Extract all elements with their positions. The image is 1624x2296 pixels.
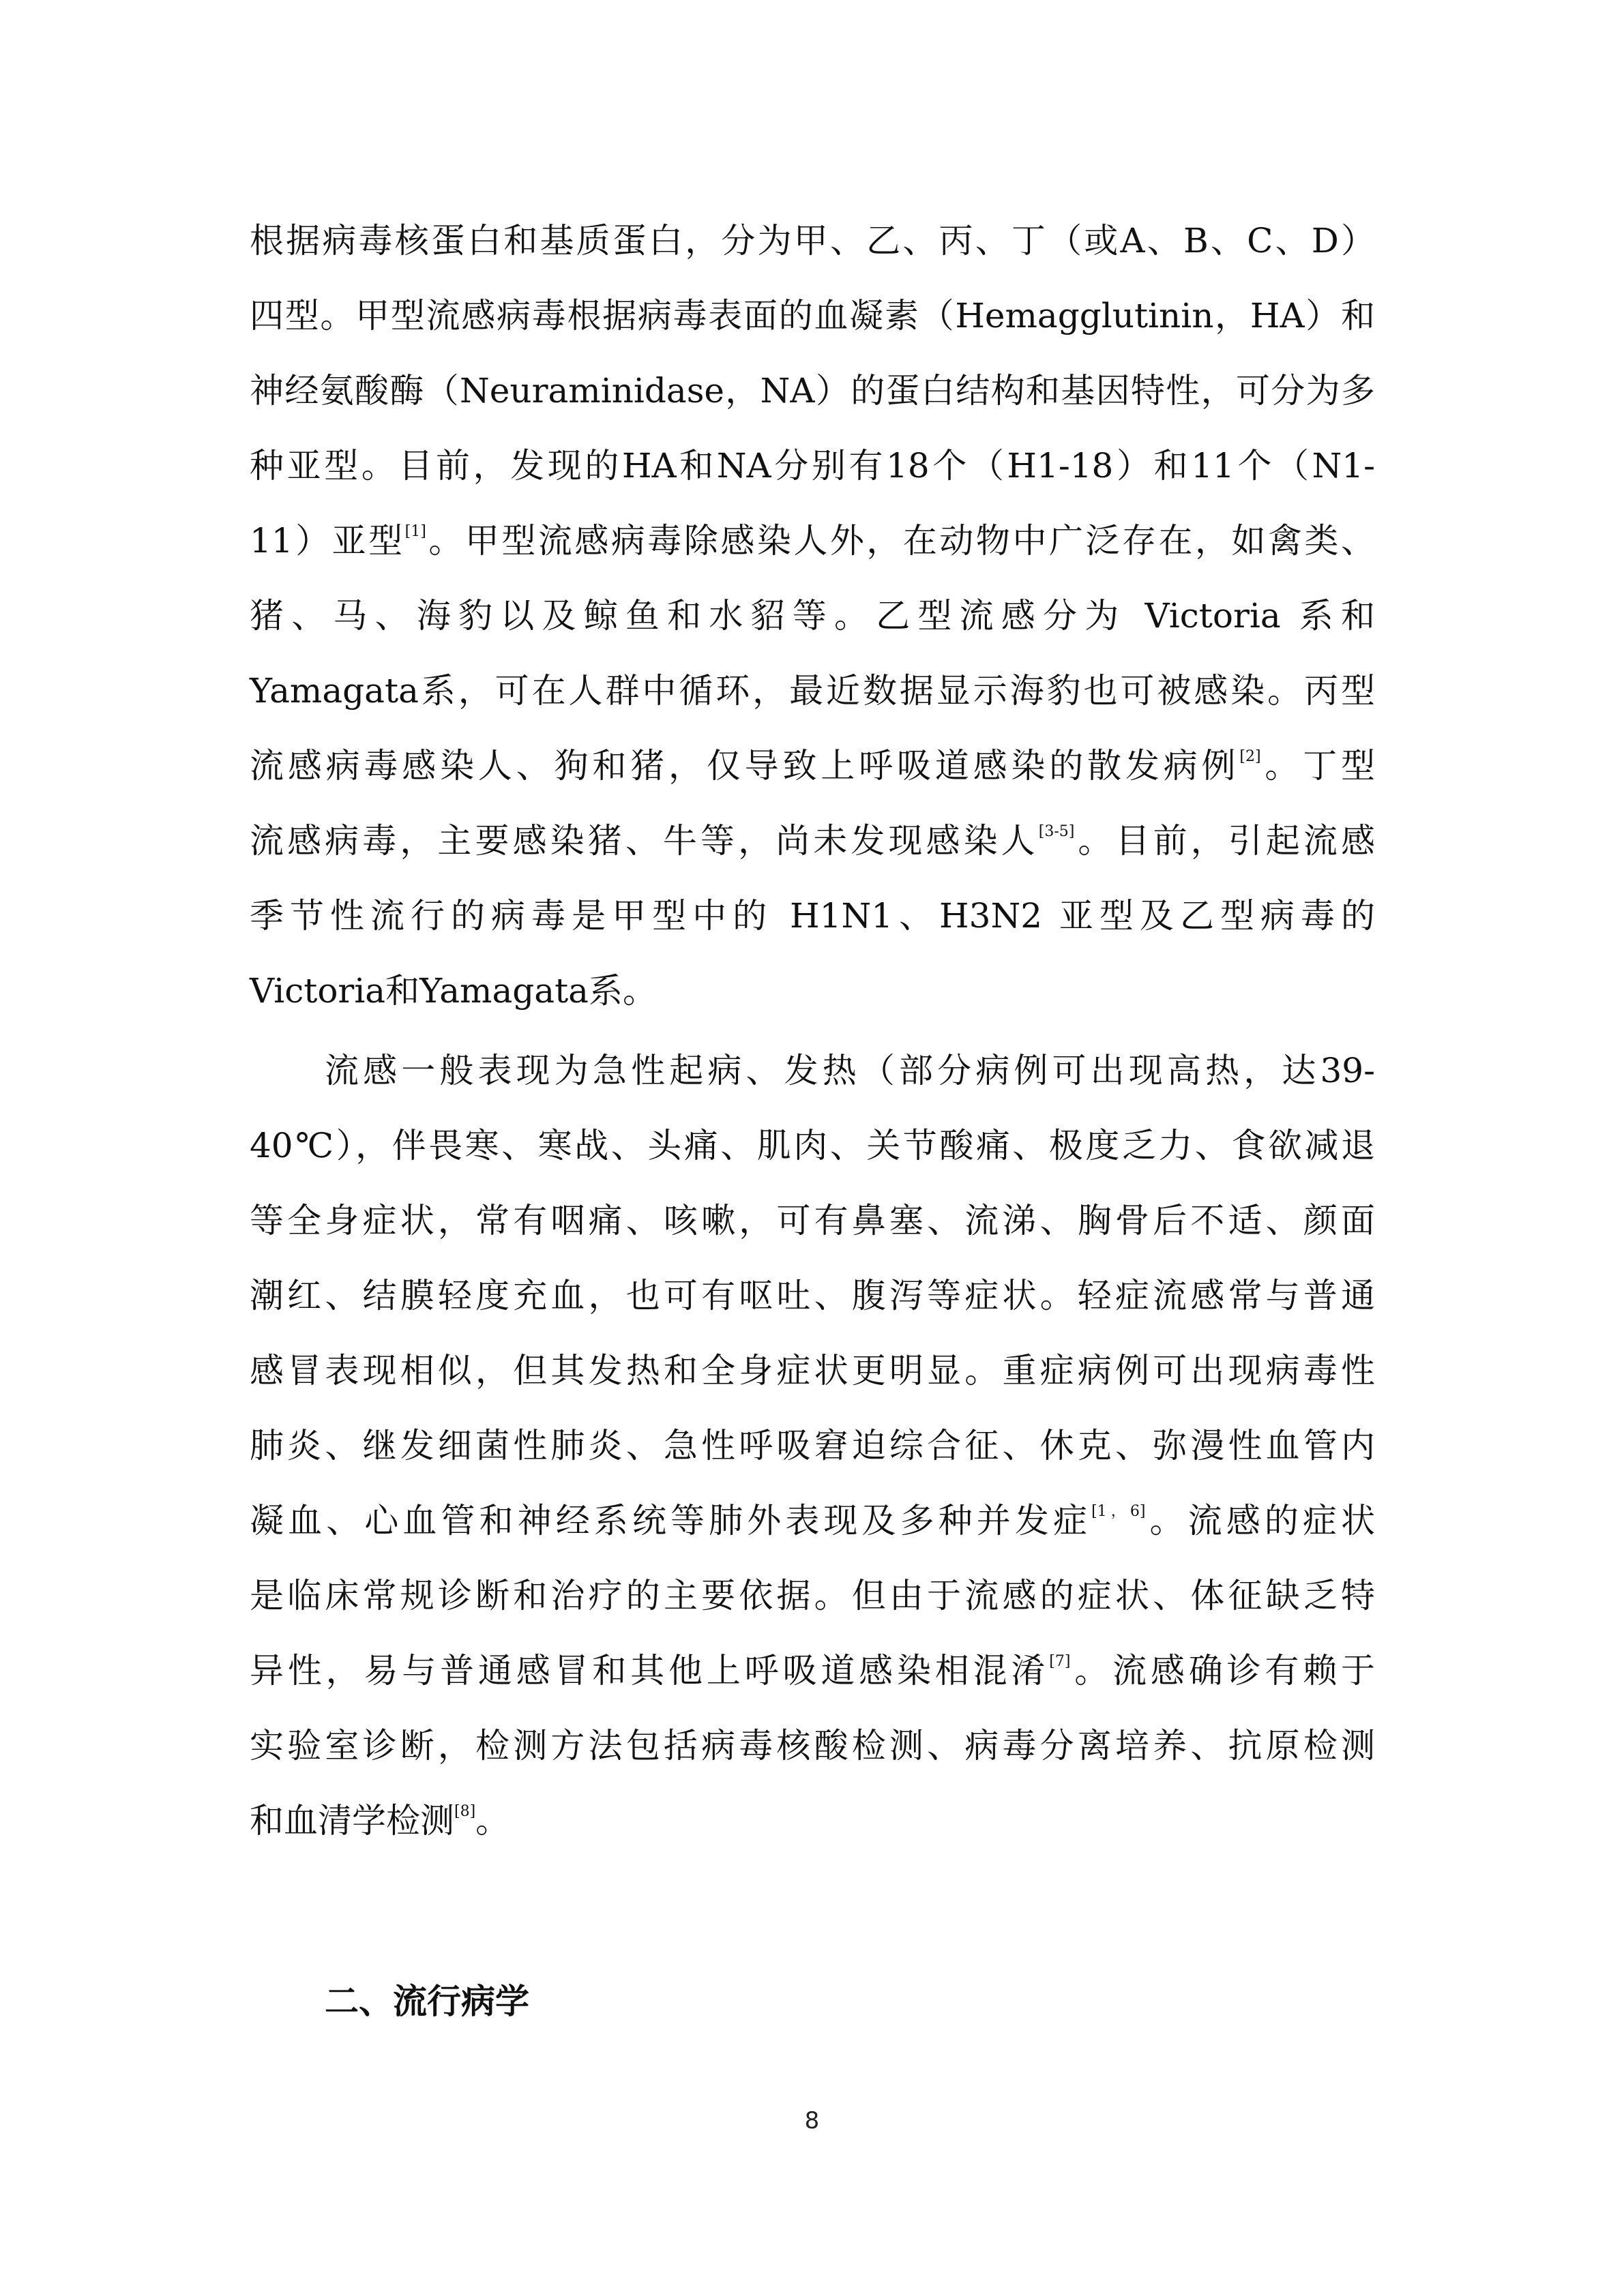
- text-line: 肺炎、继发细菌性肺炎、急性呼吸窘迫综合征、休克、弥漫性血管内: [250, 1426, 1375, 1465]
- text-line: 流感病毒感染人、狗和猪，仅导致上呼吸道感染的散发病例[2]。丁型: [250, 746, 1376, 786]
- text-line: Victoria和Yamagata系。: [250, 971, 657, 1011]
- text-line: 11）亚型[1]。甲型流感病毒除感染人外，在动物中广泛存在，如禽类、: [250, 521, 1376, 561]
- text-line: Yamagata系，可在人群中循环，最近数据显示海豹也可被感染。丙型: [250, 671, 1375, 711]
- paragraph-clinical-symptoms: [250, 1033, 1375, 1858]
- text-line: 异性，易与普通感冒和其他上呼吸道感染相混淆[7]。流感确诊有赖于: [250, 1651, 1376, 1690]
- text-line: 40℃），伴畏寒、寒战、头痛、肌肉、关节酸痛、极度乏力、食欲减退: [250, 1126, 1375, 1165]
- text-line: 凝血、心血管和神经系统等肺外表现及多种并发症[1，6]。流感的症状: [250, 1501, 1376, 1540]
- text-line: 等全身症状，常有咽痛、咳嗽，可有鼻塞、流涕、胸骨后不适、颜面: [250, 1201, 1375, 1240]
- text-line: 潮红、结膜轻度充血，也可有呕吐、腹泻等症状。轻症流感常与普通: [250, 1276, 1375, 1315]
- citation-ref: [1，6]: [1091, 1503, 1146, 1520]
- text-line: 实验室诊断，检测方法包括病毒核酸检测、病毒分离培养、抗原检测: [250, 1726, 1375, 1765]
- citation-ref: [2]: [1239, 748, 1261, 765]
- text-line: 四型。甲型流感病毒根据病毒表面的血凝素（Hemagglutinin，HA）和: [250, 296, 1375, 336]
- text-line: 种亚型。目前，发现的HA和NA分别有18个（H1-18）和11个（N1-: [250, 446, 1375, 486]
- section-heading-epidemiology: 二、流行病学: [325, 1982, 529, 2021]
- text-line: 神经氨酸酶（Neuraminidase，NA）的蛋白结构和基因特性，可分为多: [250, 371, 1375, 411]
- citation-ref: [3-5]: [1038, 823, 1075, 840]
- citation-ref: [7]: [1049, 1653, 1071, 1670]
- text-line: 感冒表现相似，但其发热和全身症状更明显。重症病例可出现病毒性: [250, 1351, 1375, 1390]
- text-line: 是临床常规诊断和治疗的主要依据。但由于流感的症状、体征缺乏特: [250, 1576, 1375, 1615]
- text-line: 和血清学检测[8]。: [250, 1801, 510, 1840]
- text-line: 季节性流行的病毒是甲型中的 H1N1、H3N2 亚型及乙型病毒的: [250, 896, 1375, 936]
- citation-ref: [8]: [454, 1803, 476, 1820]
- paragraph-influenza-types: [250, 203, 1375, 1028]
- text-line: 根据病毒核蛋白和基质蛋白，分为甲、乙、丙、丁（或A、B、C、D）: [250, 221, 1375, 260]
- text-line: 猪、马、海豹以及鲸鱼和水貂等。乙型流感分为 Victoria 系和: [250, 596, 1375, 636]
- text-line: 流感病毒，主要感染猪、牛等，尚未发现感染人[3-5]。目前，引起流感: [250, 821, 1376, 861]
- text-line: 流感一般表现为急性起病、发热（部分病例可出现高热，达39-: [325, 1051, 1375, 1090]
- citation-ref: [1]: [404, 523, 426, 540]
- page-number: 8: [804, 2107, 820, 2134]
